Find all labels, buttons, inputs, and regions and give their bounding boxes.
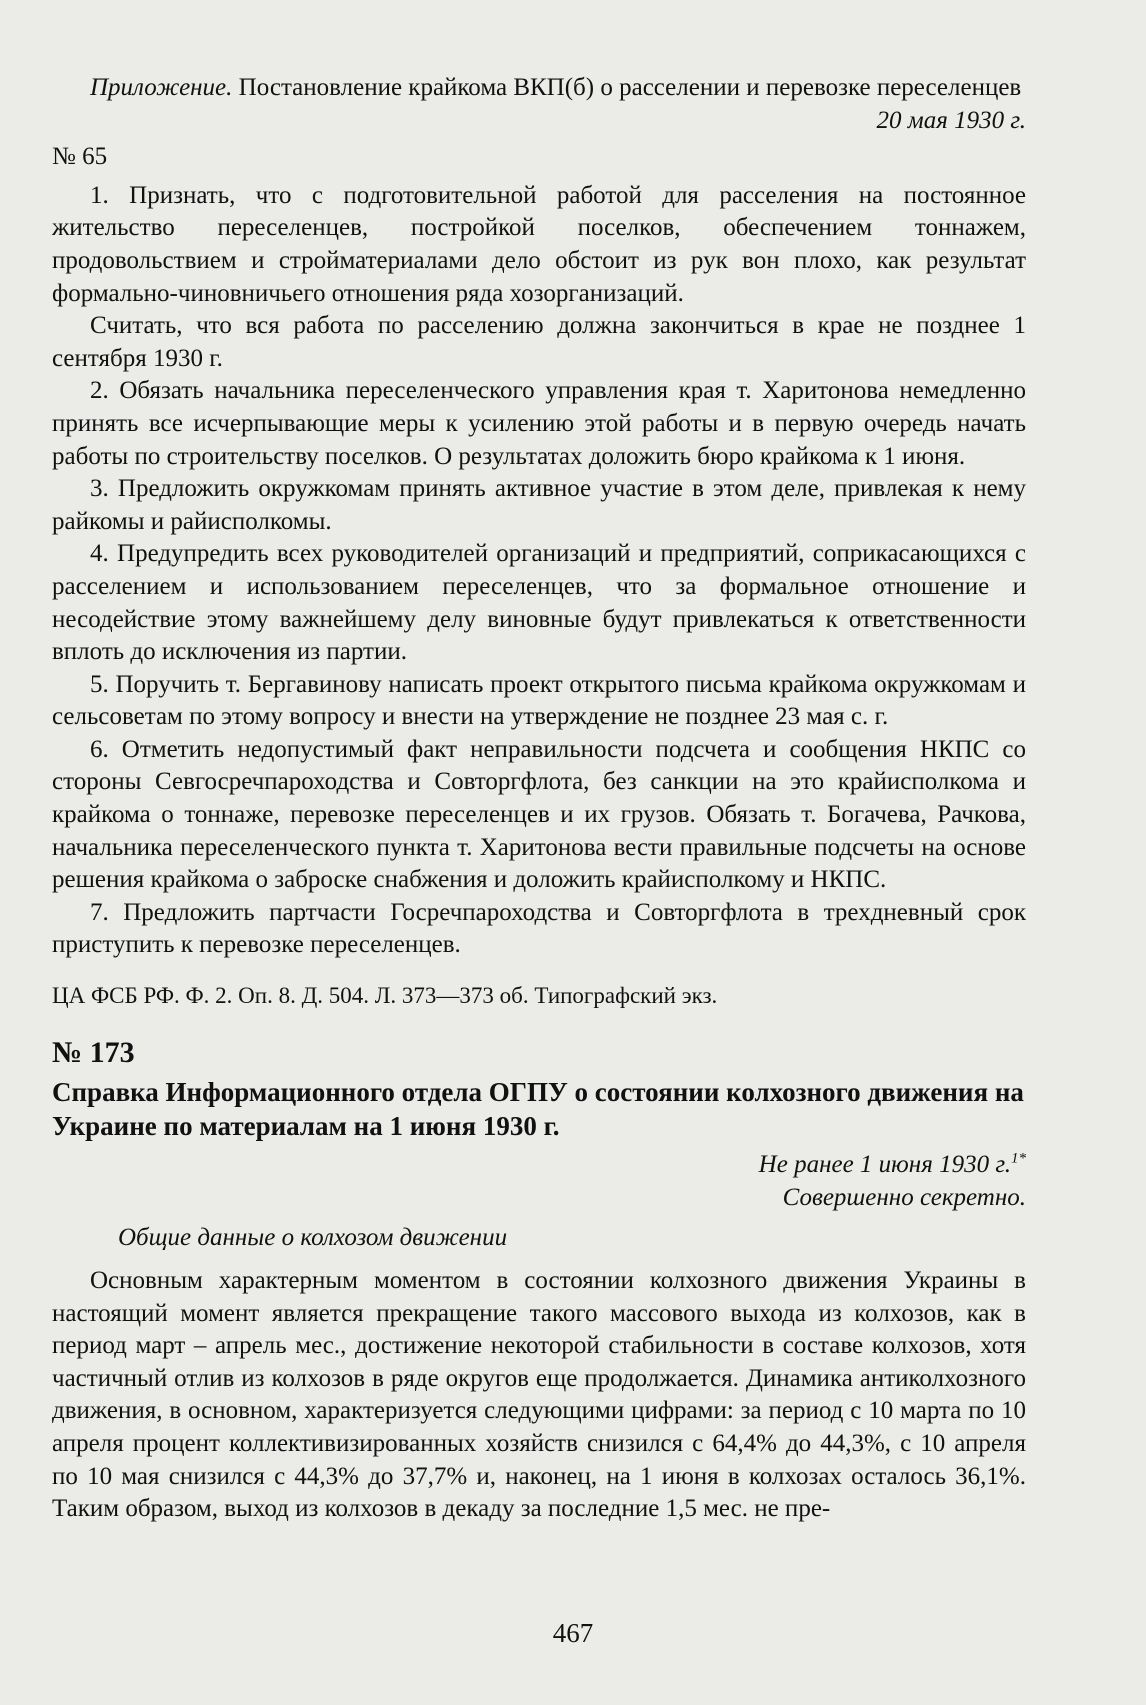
document-body: Основным характерным моментом в состоянии колхозного движения Украины в настоящий момент является прекращение такого массового выхода из колхозов, как в период март – апрель мес., достижение некоторой стабильности в составе колхозов, хотя частичный отлив из колхозов в ряде округов еще продолжается. Динамика антиколхозного движения, в основном, характеризуется следующими цифрами: за период с 10 марта по 10 апреля процент коллективизированных хозяйств снизился с 64,4% до 44,3%, с 10 апреля по 10 мая снизился с 44,3% до 37,7% и, наконец, на 1 июня в колхозах осталось 36,1%. Таким образом, выход из колхозов в декаду за последние 1,5 мес. не пре-	[52, 1267, 1026, 1523]
archive-source: ЦА ФСБ РФ. Ф. 2. Оп. 8. Д. 504. Л. 373—373 об. Типографский экз.	[52, 983, 718, 1009]
page-number: 467	[552, 1618, 594, 1648]
section-subheading: Общие данные о колхозом движении	[118, 1224, 508, 1252]
annex-label: Приложение.	[90, 74, 233, 101]
paragraph: 7. Предложить партчасти Госречпароходства и Совторгфлота в трехдневный срок приступить к перевозке переселенцев.	[52, 898, 1026, 959]
footnote-mark: 1*	[1011, 1150, 1026, 1167]
paragraph: 3. Предложить окружкомам принять активное участие в этом деле, привлекая к нему райкомы и райисполкомы.	[52, 475, 1026, 535]
document-date-text: Не ранее 1 июня 1930 г.	[758, 1151, 1011, 1179]
annex-heading	[52, 72, 1026, 105]
paragraph: Считать, что вся работа по расселению должна закончиться в крае не позднее 1 сентября 1930 г.	[52, 312, 1026, 372]
paragraph: 1. Признать, что с подготовительной работой для расселения на постоянное жительство переселенцев, постройкой поселков, обеспечением тоннажем, продовольствием и стройматериалами дело обстоит из рук вон плохо, как результат формально-чиновничьего отношения ряда хозорганизаций.	[52, 181, 1026, 307]
paragraph: 4. Предупредить всех руководителей организаций и предприятий, соприкасающихся с расселением и использованием переселенцев, что за формальное отношение и несодействие этому важнейшему делу виновные будут привлекаться к ответственности вплоть до исключения из партии.	[52, 540, 1026, 666]
paragraph: 6. Отметить недопустимый факт неправильности подсчета и сообщения НКПС со стороны Севгосречпароходства и Совторгфлота, без санкции на это крайисполкома и крайкома о тоннаже, перевозке переселенцев и их грузов. Обязать т. Богачева, Рачкова, начальника переселенческого пункта т. Харитонова вести правильные подсчеты на основе решения крайкома о заброске снабжения и доложить крайисполкому и НКПС.	[52, 735, 1026, 894]
annex-date: 20 мая 1930 г.	[876, 106, 1026, 134]
document-title: Справка Информационного отдела ОГПУ о состоянии колхозного движения на Украине по материалам на 1 июня 1930 г.	[52, 1077, 1024, 1142]
paragraph: 5. Поручить т. Бергавинову написать проект открытого письма крайкома окружкомам и сельсоветам по этому вопросу и внести на утверждение не позднее 23 мая с. г.	[52, 670, 1026, 731]
annex-text: Постановление крайкома ВКП(б) о расселении и перевозке переселенцев	[238, 74, 1022, 101]
document-number: № 173	[52, 1035, 135, 1069]
protocol-number: № 65	[52, 143, 108, 171]
document-date	[52, 1149, 1026, 1182]
classification: Совершенно секретно.	[782, 1183, 1026, 1211]
paragraph: 2. Обязать начальника переселенческого управления края т. Харитонова немедленно принять все исчерпывающие меры к усилению этой работы и в первую очередь начать работы по строительству поселков. О результатах доложить бюро крайкома к 1 июня.	[52, 377, 1026, 470]
